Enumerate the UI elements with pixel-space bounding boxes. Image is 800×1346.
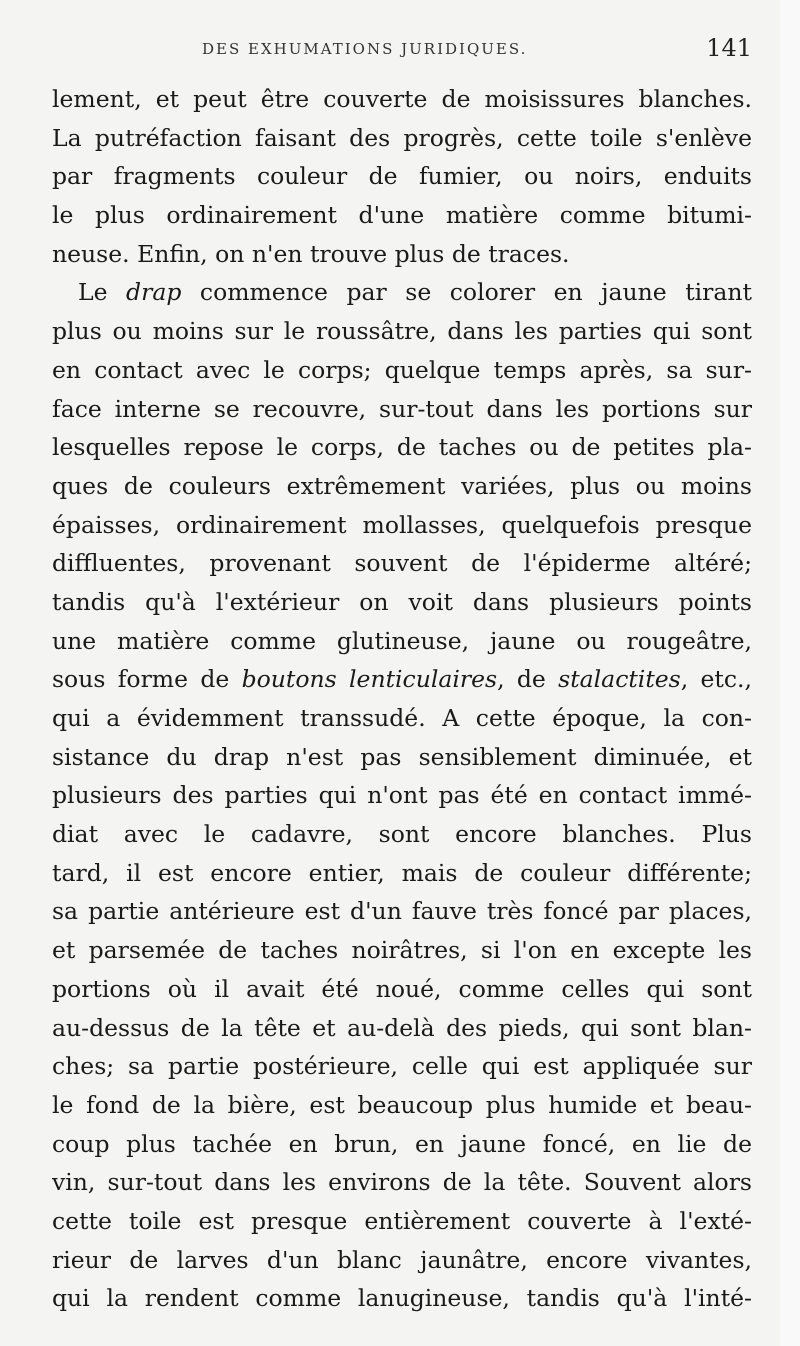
text-line: rieur de larves d'un blanc jaunâtre, encore vivantes,	[52, 1245, 752, 1274]
text-line: ques de couleurs extrêmement variées, plus ou moins	[52, 471, 752, 500]
text-line: coup plus tachée en brun, en jaune foncé, en lie de	[52, 1129, 752, 1158]
text-line: une matière comme glutineuse, jaune ou rougeâtre,	[52, 626, 752, 655]
text-line: sa partie antérieure est d'un fauve très foncé par places,	[52, 897, 752, 926]
text-line: portions où il avait été noué, comme celles qui sont	[52, 974, 752, 1003]
text-line: vin, sur-tout dans les environs de la tête. Souvent alors	[52, 1168, 752, 1197]
text-line: plus ou moins sur le roussâtre, dans les parties qui sont	[52, 317, 752, 346]
text-line: le plus ordinairement d'une matière comme bitumi-	[52, 201, 752, 230]
text-run: commence par se colorer en jaune tirant	[181, 278, 752, 307]
text-line: diffluentes, provenant souvent de l'épiderme altéré;	[52, 549, 752, 578]
text-line: ches; sa partie postérieure, celle qui est appliquée sur	[52, 1052, 752, 1081]
text-line: le fond de la bière, est beaucoup plus humide et beau-	[52, 1090, 752, 1119]
page-header	[52, 34, 752, 74]
text-line: lement, et peut être couverte de moisissures blanches.	[52, 85, 752, 113]
text-line: tard, il est encore entier, mais de couleur différente;	[52, 858, 752, 887]
italic-term: boutons lenticulaires	[241, 665, 498, 694]
text-line: en contact avec le corps; quelque temps après, sa sur-	[52, 355, 752, 384]
text-line: La putréfaction faisant des progrès, cette toile s'enlève	[52, 123, 752, 152]
text-line: lesquelles repose le corps, de taches ou de petites pla-	[52, 433, 752, 462]
text-line: sistance du drap n'est pas sensiblement diminuée, et	[52, 742, 752, 771]
paragraph-start-line	[52, 273, 752, 312]
text-run: , etc.,	[680, 665, 752, 694]
text-line: neuse. Enfin, on n'en trouve plus de traces.	[52, 239, 570, 268]
page-edge	[780, 0, 800, 1346]
text-line: diat avec le cadavre, sont encore blanches. Plus	[52, 820, 752, 849]
italic-term: drap	[126, 278, 182, 307]
text-run: Le	[78, 278, 127, 307]
italic-terms-line	[52, 660, 752, 699]
text-line: qui a évidemment transsudé. A cette époque, la con-	[52, 704, 752, 732]
text-line: par fragments couleur de fumier, ou noirs, enduits	[52, 162, 752, 191]
text-line: plusieurs des parties qui n'ont pas été en contact immé-	[52, 781, 752, 810]
text-line: tandis qu'à l'extérieur on voit dans plusieurs points	[52, 587, 752, 616]
text-line: qui la rendent comme lanugineuse, tandis qu'à l'inté-	[52, 1284, 752, 1313]
text-line: cette toile est presque entièrement couverte à l'exté-	[52, 1206, 752, 1235]
text-run: sous forme de	[52, 665, 242, 694]
text-line: et parsemée de taches noirâtres, si l'on en excepte les	[52, 936, 752, 965]
body-text	[52, 80, 752, 1318]
page-number: 141	[706, 34, 752, 62]
text-run: , de	[497, 665, 559, 694]
italic-term: stalactites	[558, 665, 681, 694]
running-title: DES EXHUMATIONS JURIDIQUES.	[202, 40, 528, 58]
text-line: face interne se recouvre, sur-tout dans les portions sur	[52, 394, 752, 423]
text-line: épaisses, ordinairement mollasses, quelquefois presque	[52, 510, 752, 539]
text-line: au-dessus de la tête et au-delà des pieds, qui sont blan-	[52, 1013, 752, 1042]
